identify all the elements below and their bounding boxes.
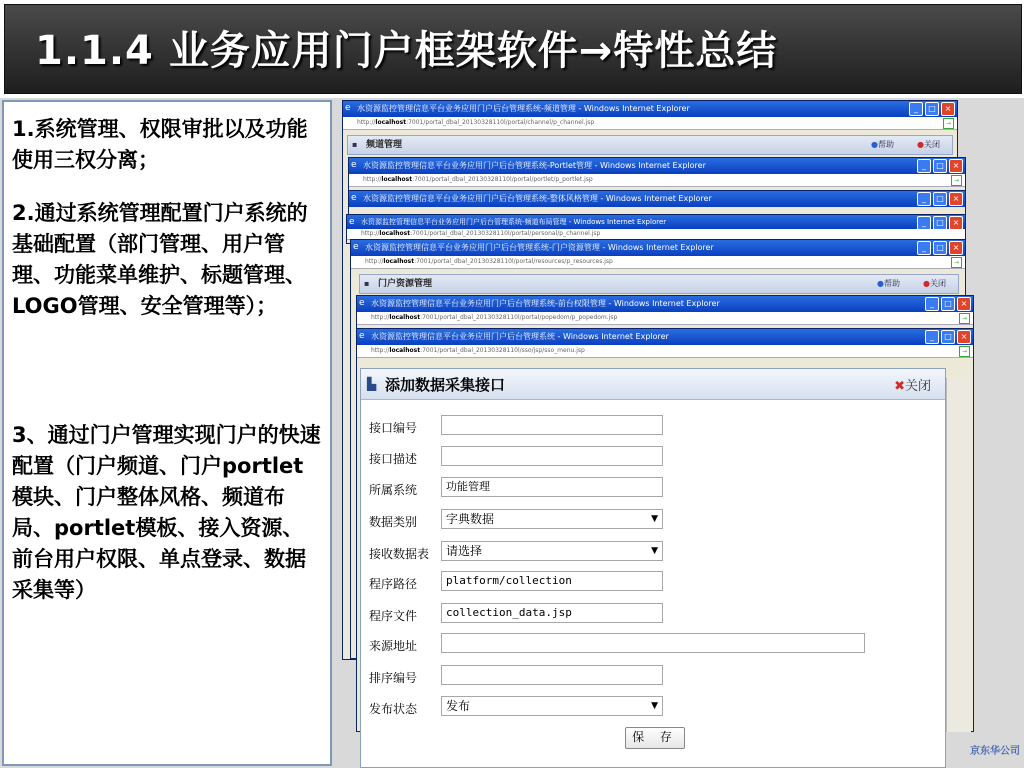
minimize-icon[interactable]: _ [925,297,939,311]
address-path: :7001/portal_dbal_20130328110l/portal/resources/p_resources.jsp [414,258,613,265]
address-path: :7001/portal_dbal_20130328110l/portal/portlet/p_portlet.jsp [412,176,593,183]
close-link[interactable] [923,275,946,293]
field-label: 程序文件 [369,609,418,623]
address-bar[interactable]: http://localhost:7001/portal_dbal_20130328110l/sso/jsp/sso_menu.jsp → [357,345,973,358]
panel-title: 门户资源管理 [378,279,433,289]
address-host: localhost [389,314,421,321]
close-label: 关闭 [924,140,940,149]
close-circle-icon: ✖ [894,379,905,394]
dialog-close-label: 关闭 [904,379,931,394]
add-collection-interface-dialog [360,368,946,768]
close-circle-icon: ● [917,140,924,149]
close-icon[interactable]: × [949,192,963,206]
address-host: localhost [379,230,411,237]
field-label: 来源地址 [369,639,418,653]
ie-logo-icon: e [359,331,365,341]
company-label: 京东华公司 [970,746,1020,757]
maximize-icon[interactable]: □ [941,330,955,344]
address-bar[interactable]: http://localhost:7001/portal_dbal_20130328110l/portal/personal/p_channel.jsp [347,229,965,240]
receive-table-select[interactable] [441,541,663,561]
ie-logo-icon: e [359,298,365,308]
address-host: localhost [389,347,421,354]
field-label: 数据类别 [369,515,418,529]
address-path: :7001/portal_dbal_20130328110l/sso/jsp/sso_menu.jsp [420,347,585,354]
field-label: 发布状态 [369,702,418,716]
maximize-icon[interactable]: □ [933,216,947,229]
close-label: 关闭 [930,279,946,288]
address-bar[interactable]: http://localhost:7001/portal_dbal_20130328110l/portal/resources/p_resources.jsp → [351,256,965,269]
address-host: localhost [381,176,413,183]
slide-title: 1.1.4 业务应用门户框架软件→特性总结 [35,28,778,74]
window-title: 水资源监控管理信息平台业务应用门户后台管理系统-整体风格管理 - Windows Internet Explorer [363,194,712,203]
panel-icon: ▪ [364,279,370,288]
window-titlebar[interactable] [351,240,965,256]
minimize-icon[interactable]: _ [909,102,923,116]
close-icon[interactable]: × [957,330,971,344]
window-titlebar[interactable] [357,296,973,312]
chevron-down-icon: ▼ [651,546,658,556]
go-icon[interactable]: → [943,118,954,129]
selected-value: 发布 [446,699,471,713]
address-bar[interactable]: http://localhost:7001/portal_dbal_20130328110l/portal/portlet/p_portlet.jsp → [349,174,965,187]
address-path: :7001/portal_dbal_20130328110l/portal/popedom/p_popedom.jsp [420,314,618,321]
data-category-select[interactable] [441,509,663,529]
panel-title: 频道管理 [366,140,403,150]
address-path: :7001/portal_dbal_20130328110l/portal/channel/p_channel.jsp [406,119,595,126]
window-titlebar[interactable] [349,191,965,207]
window-titlebar[interactable] [343,101,957,117]
save-button[interactable]: 保 存 [625,727,685,749]
program-path-input[interactable]: platform/collection [441,571,663,591]
ie-logo-icon: e [353,242,359,252]
close-circle-icon: ● [923,279,930,288]
help-icon: ● [871,140,878,149]
resources-header [359,274,959,294]
field-label: 接口描述 [369,452,418,466]
program-file-input[interactable]: collection_data.jsp [441,603,663,623]
address-path: :7001/portal_dbal_20130328110l/portal/personal/p_channel.jsp [410,230,601,237]
help-link[interactable] [871,136,894,154]
maximize-icon[interactable]: □ [933,241,947,255]
field-label: 接收数据表 [369,547,430,561]
address-host: localhost [383,258,415,265]
help-icon: ● [877,279,884,288]
selected-value: 请选择 [446,544,483,558]
ie-logo-icon: e [345,103,351,113]
window-titlebar[interactable] [349,158,965,174]
maximize-icon[interactable]: □ [941,297,955,311]
help-label: 帮助 [878,140,894,149]
close-icon[interactable]: × [949,241,963,255]
dialog-icon: ▙ [367,377,377,391]
dialog-header [361,369,945,400]
feature-summary-panel [2,100,332,766]
ie-logo-icon: e [351,193,357,203]
minimize-icon[interactable]: _ [917,192,931,206]
minimize-icon[interactable]: _ [925,330,939,344]
channel-header [347,135,953,155]
chevron-down-icon: ▼ [651,701,658,711]
minimize-icon[interactable]: _ [917,241,931,255]
window-title: 水资源监控管理信息平台业务应用门户后台管理系统-门户资源管理 - Windows Internet Explorer [365,243,714,252]
field-label: 程序路径 [369,577,418,591]
window-titlebar[interactable] [357,329,973,345]
go-icon[interactable]: → [959,346,970,357]
window-title: 水资源监控管理信息平台业务应用门户后台管理系统 - Windows Internet Explorer [371,332,669,341]
system-input[interactable]: 功能管理 [441,477,663,497]
source-url-input[interactable] [441,633,865,653]
ie-logo-icon: e [351,160,357,170]
maximize-icon[interactable]: □ [933,192,947,206]
window-title: 水资源监控管理信息平台业务应用门户后台管理系统-频道布局管理 - Windows Internet Explorer [361,218,667,226]
ie-logo-icon: e [349,217,355,227]
field-label: 排序编号 [369,671,418,685]
chevron-down-icon: ▼ [651,514,658,524]
maximize-icon[interactable]: □ [933,159,947,173]
address-host: localhost [375,119,407,126]
go-icon[interactable]: → [959,313,970,324]
panel-icon: ▪ [352,140,358,149]
window-title: 水资源监控管理信息平台业务应用门户后台管理系统-Portlet管理 - Windows Internet Explorer [363,161,706,170]
minimize-icon[interactable]: _ [917,216,931,229]
scrollbar[interactable] [946,378,971,732]
slide-title-bar [0,0,1024,98]
interface-id-input[interactable] [441,415,663,435]
field-label: 所属系统 [369,483,418,497]
address-bar[interactable]: http://localhost:7001/portal_dbal_20130328110l/portal/channel/p_channel.jsp → [343,117,957,130]
feature-paragraph-3: 3、通过门户管理实现门户的快速配置（门户频道、门户portlet模块、门户整体风格、频道布局、portlet模板、接入资源、前台用户权限、单点登录、数据采集等） [12,423,321,602]
feature-paragraph-1: 1.系统管理、权限审批以及功能使用三权分离； [12,117,308,172]
help-label: 帮助 [884,279,900,288]
go-icon[interactable]: → [951,175,962,186]
window-title: 水资源监控管理信息平台业务应用门户后台管理系统-频道管理 - Windows Internet Explorer [357,104,690,113]
close-link[interactable] [917,136,940,154]
interface-desc-input[interactable] [441,446,663,466]
field-label: 接口编号 [369,421,418,435]
close-icon[interactable]: × [957,297,971,311]
window-title: 水资源监控管理信息平台业务应用门户后台管理系统-前台权限管理 - Windows Internet Explorer [371,299,720,308]
dialog-close-button[interactable] [894,375,931,394]
title-band [4,4,1022,94]
feature-paragraph-2: 2.通过系统管理配置门户系统的基础配置（部门管理、用户管理、功能菜单维护、标题管理、LOGO管理、安全管理等）； [12,201,308,318]
dialog-title: 添加数据采集接口 [385,376,506,394]
minimize-icon[interactable]: _ [917,159,931,173]
close-icon[interactable]: × [941,102,955,116]
selected-value: 字典数据 [446,512,495,526]
close-icon[interactable]: × [949,216,963,229]
help-link[interactable] [877,275,900,293]
close-icon[interactable]: × [949,159,963,173]
sort-number-input[interactable] [441,665,663,685]
publish-status-select[interactable] [441,696,663,716]
window-titlebar[interactable] [347,215,965,229]
maximize-icon[interactable]: □ [925,102,939,116]
address-bar[interactable]: http://localhost:7001/portal_dbal_20130328110l/portal/popedom/p_popedom.jsp → [357,312,973,325]
go-icon[interactable]: → [951,257,962,268]
